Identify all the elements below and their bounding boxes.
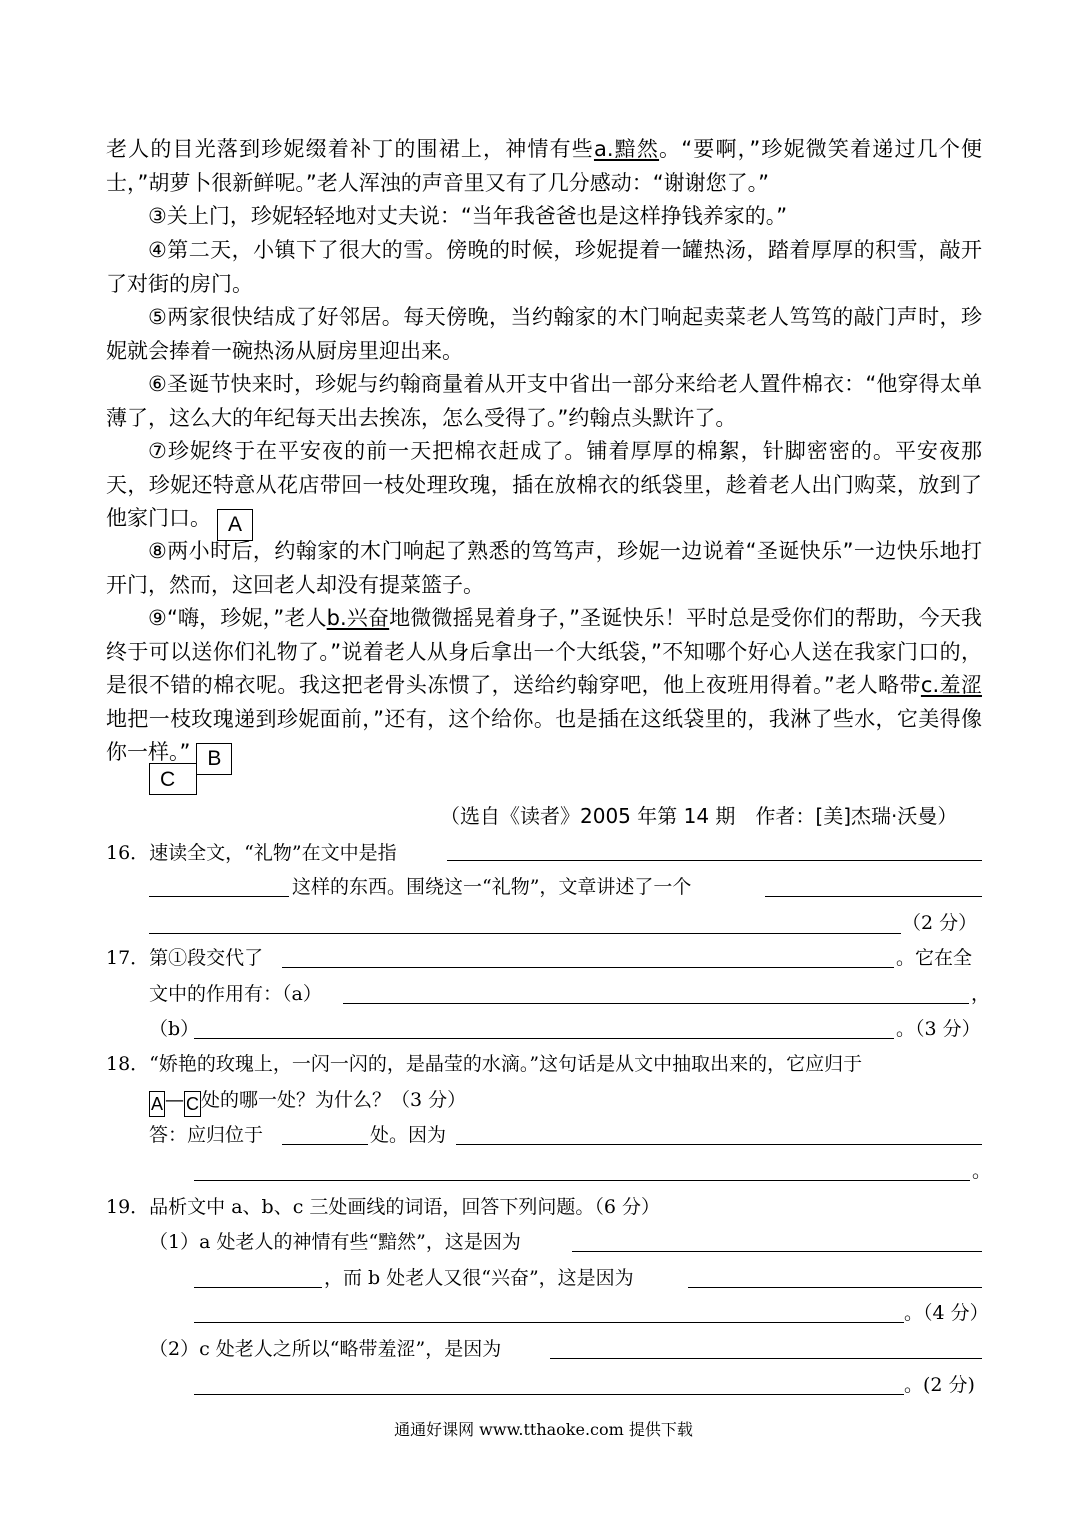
answer-line[interactable]: [688, 1287, 982, 1288]
answer-line[interactable]: [149, 896, 289, 897]
underlined-word-b: b.兴奋: [326, 606, 390, 630]
paragraph-text: 地把一枝玫瑰递到珍妮面前，”还有，这个给你。也是插在这纸袋里的，我淋了些水，它美得像你一样。”: [106, 706, 982, 764]
answer-line[interactable]: [149, 933, 901, 934]
paragraph-text: 。“要啊，”珍妮微笑着递过几个便士，”胡萝卜很新鲜呢。”老人浑浊的声音里又有了几分感动：“谢谢您了。”: [106, 137, 982, 195]
ref-box-c: C: [184, 1091, 201, 1117]
q17-prompt-cont: 。它在全: [896, 947, 973, 969]
paragraph-2-cont: [106, 133, 982, 200]
answer-line[interactable]: [194, 1322, 904, 1323]
q18-answer-label: 答：应归位于: [149, 1124, 264, 1146]
answer-line[interactable]: [194, 1180, 970, 1181]
answer-line[interactable]: [447, 860, 982, 861]
paragraph-text: 地微微摇晃着身子，”圣诞快乐！平时总是受你们的帮助，今天我终于可以送你们礼物了。”说着老人从身后拿出一个大纸袋，”不知哪个好心人送在我家门口的，是很不错的棉衣呢。我这把老骨头冻惯了，送给约翰穿吧，他上夜班用得着。”老人略带: [106, 606, 982, 697]
q19-sub1-score: 。（4 分）: [904, 1302, 989, 1324]
answer-line[interactable]: [282, 967, 894, 968]
paragraph-8: ⑧两小时后，约翰家的木门响起了熟悉的笃笃声，珍妮一边说着“圣诞快乐”一边快乐地打开门，然而，这回老人却没有提菜篮子。: [106, 539, 982, 597]
q17-prompt-b: （b）: [149, 1018, 200, 1040]
answer-line[interactable]: [282, 1144, 368, 1145]
insert-box-c: C: [149, 763, 197, 795]
paragraph-4: ④第二天，小镇下了很大的雪。傍晚的时候，珍妮提着一罐热汤，踏着厚厚的积雪，敲开了对街的房门。: [106, 238, 982, 296]
q18-prompt-cont: [149, 1085, 466, 1117]
paragraph-7: [106, 435, 982, 541]
paragraph-6: ⑥圣诞节快来时，珍妮与约翰商量着从开支中省出一部分来给老人置件棉衣：“他穿得太单薄了，这么大的年纪每天出去挨冻，怎么受得了。”约翰点头默许了。: [106, 372, 982, 430]
insert-box-a: A: [217, 509, 253, 541]
answer-line[interactable]: [343, 1003, 969, 1004]
q18-reason-label: 处。因为: [370, 1124, 447, 1146]
answer-line[interactable]: [550, 1358, 982, 1359]
page-footer: 通通好课网 www.tthaoke.com 提供下载: [394, 1420, 693, 1439]
ref-box-a: A: [149, 1091, 165, 1117]
answer-line[interactable]: [194, 1038, 894, 1039]
q19-prompt: 19．品析文中 a、b、c 三处画线的词语，回答下列问题。（6 分）: [106, 1196, 661, 1218]
source-citation: （选自《读者》2005 年第 14 期 作者：[美]杰瑞·沃曼）: [440, 804, 958, 828]
insert-box-b: B: [196, 743, 232, 775]
q19-sub1: （1）a 处老人的神情有些“黯然”，这是因为: [149, 1231, 521, 1253]
q16-score: （2 分）: [902, 912, 978, 934]
q16-prompt-cont: 这样的东西。围绕这一“礼物”，文章讲述了一个: [292, 876, 692, 898]
paragraph-text: ⑦珍妮终于在平安夜的前一天把棉衣赶成了。铺着厚厚的棉絮，针脚密密的。平安夜那天，珍妮还特意从花店带回一枝处理玫瑰，插在放棉衣的纸袋里，趁着老人出门购菜，放到了他家门口。: [106, 439, 982, 530]
dash: —: [165, 1089, 185, 1111]
q19-sub1-cont: ，而 b 处老人又很“兴奋”，这是因为: [324, 1267, 634, 1289]
q17-prompt-a: 文中的作用有：（a）: [149, 983, 322, 1005]
q18-end: 。: [972, 1160, 992, 1182]
underlined-word-c: c.羞涩: [920, 673, 982, 697]
answer-line[interactable]: [194, 1394, 904, 1395]
answer-line[interactable]: [572, 1251, 982, 1252]
q16-prompt: 16．速读全文，“礼物”在文中是指: [106, 842, 397, 864]
q17-comma: ，: [971, 983, 991, 1005]
q18-prompt: 18．“娇艳的玫瑰上，一闪一闪的，是晶莹的水滴。”这句话是从文中抽取出来的，它应归于: [106, 1053, 863, 1075]
answer-line[interactable]: [765, 896, 982, 897]
q18-question: 处的哪一处？为什么？（3 分）: [201, 1089, 467, 1111]
paragraph-3: ③关上门，珍妮轻轻地对丈夫说：“当年我爸爸也是这样挣钱养家的。”: [148, 204, 788, 228]
paragraph-9: [106, 602, 982, 775]
answer-line[interactable]: [456, 1144, 982, 1145]
paragraph-text: ⑨“嗨，珍妮，”老人: [148, 606, 327, 630]
paragraph-5: ⑤两家很快结成了好邻居。每天傍晚，当约翰家的木门响起卖菜老人笃笃的敲门声时，珍妮就会捧着一碗热汤从厨房里迎出来。: [106, 305, 982, 363]
paragraph-text: 老人的目光落到珍妮缀着补丁的围裙上，神情有些: [106, 137, 594, 161]
q19-sub2-score: 。(2 分): [904, 1374, 975, 1396]
q17-score: 。（3 分）: [896, 1018, 981, 1040]
q17-prompt: 17．第①段交代了: [106, 947, 264, 969]
q19-sub2: （2）c 处老人之所以“略带羞涩”，是因为: [149, 1338, 502, 1360]
underlined-word-a: a.黯然: [593, 137, 660, 161]
answer-line[interactable]: [194, 1287, 322, 1288]
